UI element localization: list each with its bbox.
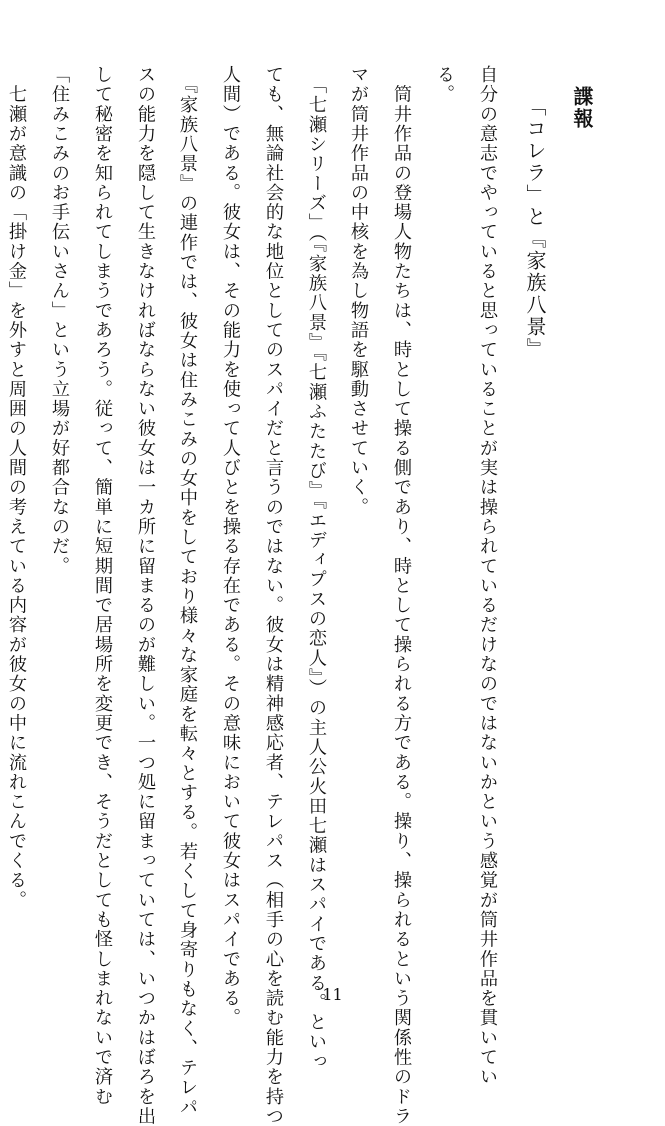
- text-line: 人間）である。彼女は、その能力を使って人びとを操る存在である。その意味において彼女はスパイである。: [220, 65, 241, 1028]
- text-line: 七瀬が意識の「掛け金」を外すと周囲の人間の考えている内容が彼女の中に流れこんでくる。: [6, 65, 27, 910]
- text-line: スの能力を隠して生きなければならない彼女は一カ所に留まるのが難しい。一つ処に留まっていては、いつかはぼろを出: [135, 65, 156, 1126]
- text-line: マが筒井作品の中核を為し物語を駆動させていく。: [348, 65, 369, 517]
- text-line: 筒井作品の登場人物たちは、時として操る側であり、時として操られる方である。操り、操られるという関係性のドラ: [391, 65, 412, 1126]
- section-heading: 諜報: [570, 86, 594, 130]
- text-line: 『家族八景』の連作では、彼女は住みこみの女中をしており様々な家庭を転々とする。若くして身寄りもなく、テレパ: [177, 65, 198, 1117]
- text-line: 「七瀬シリーズ」（『家族八景』『七瀬ふたたび』『エディプスの恋人』）の主人公火田七瀬はスパイである。といっ: [306, 65, 327, 1072]
- text-line: 自分の意志でやっていると思っていることが実は操られているだけなのではないかという感覚が筒井作品を貫いてい: [477, 65, 498, 1087]
- text-line: 「住みこみのお手伝いさん」という立場が好都合なのだ。: [49, 65, 70, 576]
- text-line: ても、無論社会的な地位としてのスパイだと言うのではない。彼女は精神感応者、テレパス（相手の心を読む能力を持つ: [263, 65, 284, 1126]
- page-number: 11: [322, 985, 343, 1004]
- text-line: して秘密を知られてしまうであろう。従って、簡単に短期間で居場所を変更でき、そうだとしても怪しまれないで済む: [92, 65, 113, 1107]
- section-subheading: 「コレラ」と『家族八景』: [523, 96, 547, 360]
- text-line: る。: [434, 65, 455, 105]
